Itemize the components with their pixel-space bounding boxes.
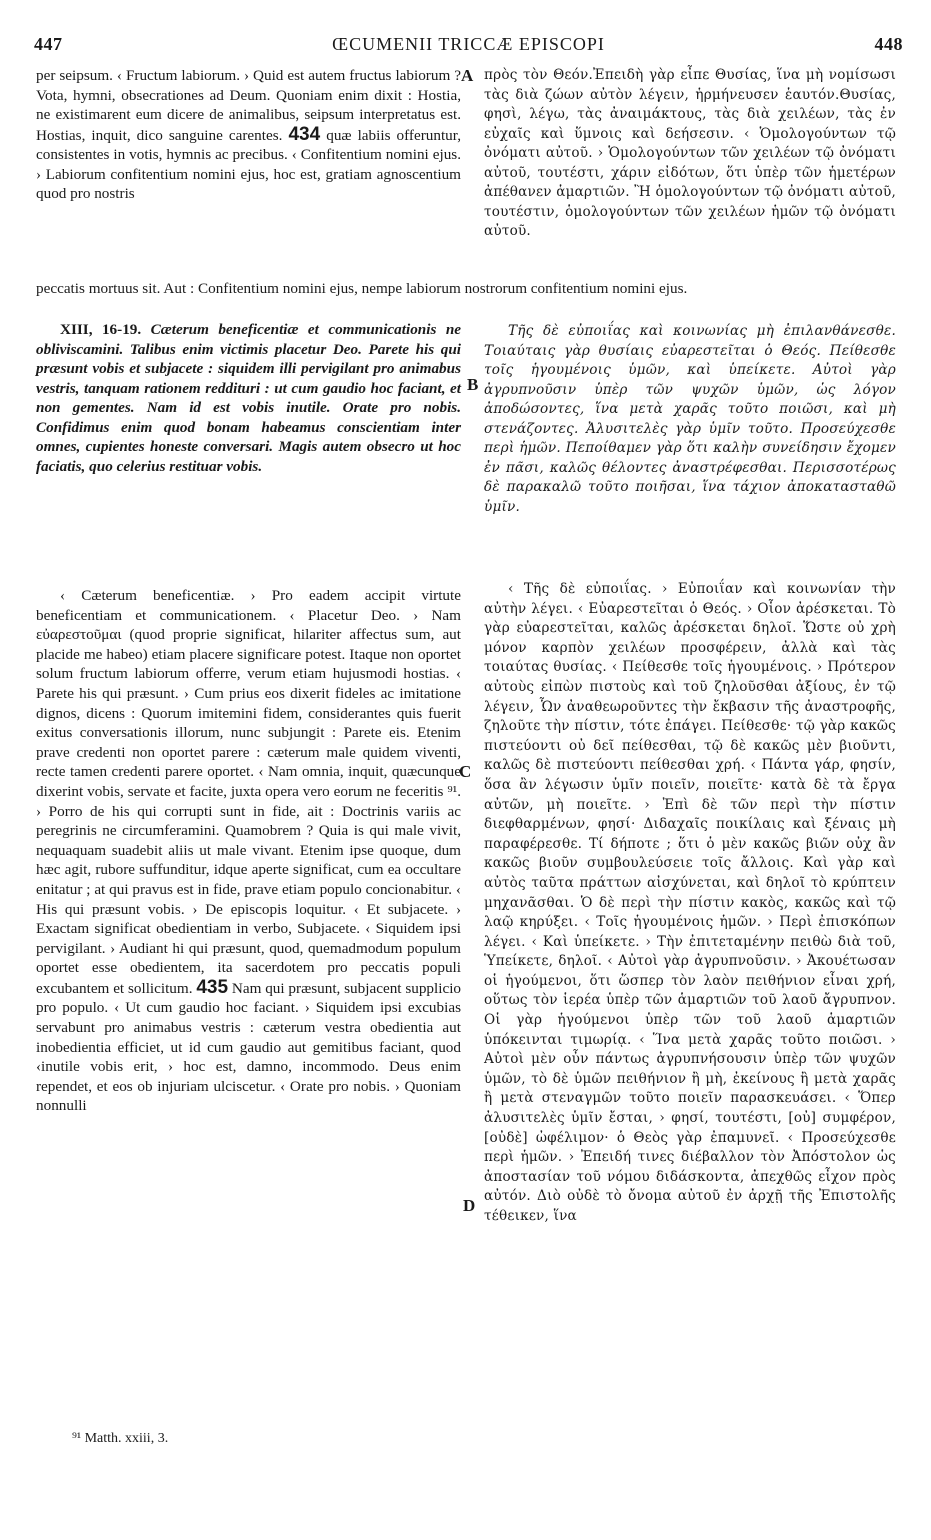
verse-reference: XIII, 16-19. [60,321,142,338]
section-marker-b: B [467,375,479,394]
commentary-right [484,580,896,1227]
latin-text: per seipsum. ‹ Fructum labiorum. › Quid est autem fructus labiorum ? Vota, hymni, obsecrationes ad Deum. Quoniam enim dixit : Hostia, ne existimarent eum dicere de animalibus, seipsum interpretatus est. Hostias, inquit, dico sanguine carentes. [36,67,461,144]
column-number: 434 [288,123,321,145]
lemma-latin: Cæterum beneficentiæ et communicationis ne obliviscamini. Talibus enim victimis placetur Deo. Parete his qui præsunt vobis et subjacete : siquidem illi pervigilant pro animabus vestris, tanquam rationem reddituri : ut cum gaudio hoc faciant, et non gementes. Nam id est vobis inutile. Orate pro nobis. Confidimus enim quod bonam habeamus conscientiam inter omnes, cupientes honeste conversari. Magis autem obsecro ut hoc faciatis, quo celerius restituar vobis. [36,321,462,475]
commentary-left [36,586,461,1116]
running-title: ŒCUMENII TRICCÆ EPISCOPI [332,34,605,54]
greek-text: πρὸς τὸν Θεόν.Ἐπειδὴ γὰρ εἶπε Θυσίας, ἵνα μὴ νομίσωσι τὰς διὰ ζώων αὐτὸν λέγειν, ἡρμήνευσεν ἑαυτόν.Θυσίας, φησὶ, λέγω, τὰς ἀναιμάκτους, τὰς διὰ χειλέων, τὰς ἐν εὐχαῖς καὶ ὕμνοις καὶ δεήσεσιν. ‹ Ὁμολογούντων τῷ ὀνόματι αὐτοῦ. › Ὁμολογούντων τῶν χειλέων τῷ ὀνόματι αὐτοῦ, τουτέστι, χάριν εἰδότων, ὅτι ὑπὲρ τῶν ἡμετέρων ἀπέθανεν ἁμαρτιῶν. Ἢ ὁμολογούντων τῷ ὀνόματι αὐτοῦ, τουτέστιν, ὁμολογούντων τῶν χειλέων ἡμῶν τῷ ὀνόματι αὐτοῦ. [484,67,896,239]
section-marker-a: A [461,66,474,85]
spanning-text [36,279,896,299]
footnote: ⁹¹ Matth. xxiii, 3. [72,1431,169,1446]
page-header [34,34,903,60]
commentary-latin-cont: Nam qui præsunt, subjacent supplicio pro populo. ‹ Ut cum gaudio hoc faciant. › Siquidem ipsi excubias servabunt pro animabus vestris : cæterum vestra obedientia aut inobedientia efficiet, ut id cum gaudio aut gemitibus faciant, quod ‹inutile vobis erit, › hoc est, damno, incommodo. Deus enim rependet, et eos ob injuriam ulciscetur. ‹ Orate pro nobis. › Quoniam nonnulli [36,979,462,1115]
lemma-greek: Τῆς δὲ εὐποιΐας καὶ κοινωνίας μὴ ἐπιλανθάνεσθε. Τοιαύταις γὰρ θυσίαις εὐαρεστεῖται ὁ Θεός. Πείθεσθε τοῖς ἡγουμένοις ὑμῶν, καὶ ὑπείκετε. Αὐτοὶ γὰρ ἀγρυπνοῦσιν ὑπὲρ τῶν ψυχῶν ὑμῶν, ὡς λόγον ἀποδώσοντες, ἵνα μετὰ χαρᾶς τοῦτο ποιῶσι, καὶ μὴ στενάζοντες. Ἀλυσιτελὲς γὰρ ὑμῖν τοῦτο. Προσεύχεσθε περὶ ἡμῶν. Πεποίθαμεν γὰρ ὅτι καλὴν συνείδησιν ἔχομεν ἐν πᾶσι, καλῶς θέλοντες ἀναστρέφεσθαι. Περισσοτέρως δὲ παρακαλῶ τοῦτο ποιῆσαι, ἵνα τάχιον ἀποκατασταθῶ ὑμῖν. [484,323,896,515]
top-left-column [36,66,461,204]
column-number-2: 435 [196,976,229,998]
page-number-right: 448 [874,34,903,54]
section-marker-c: C [459,762,472,781]
commentary-latin: ‹ Cæterum beneficentiæ. › Pro eadem accipit virtute beneficentiam et communicationem. ‹ Placetur Deo. › Nam εὐαρεστοῦμαι (quod proprie significat, hilariter affectus sum, aut placide me habeo) etiam placere significare potest. Itaque non oportet solum fructum labiorum offerre, verum etiam hujusmodi hostias. ‹ Parete his qui præsunt. › Cum prius eos dixerit fideles ac imitatione dignos, dicens : Quorum imitemini fidem, considerantes quis fuerit exitus conversationis illorum, nunc subjungit : Parete eis. Etenim prave credenti non oportet parere : cæterum male quidem viventi, recte tamen credenti parere oportet. ‹ Nam omnia, inquit, quæcunque dixerint vobis, servate et facite, juxta opera vero eorum ne feceritis ⁹¹. › Porro de his qui corrupti sunt in fide, ait : Doctrinis variis ac peregrinis ne circumferamini. Quamobrem ? Quia is qui male vivit, nequaquam suadebit aliis ut male vivant. Etenim ipse quoque, dum hæc agit, rubore suffunditur, idque aperte significat, cum ea occultare enitatur ; at qui pravus est in fide, prave etiam populo concionabitur. ‹ His qui præsunt vobis. › De episcopis loquitur. ‹ Et subjacete. › Exactam significat obedientiam in verbo, Subjacete. ‹ Siquidem ipsi pervigilant. › Audiant hi qui præsunt, quod, quemadmodum populum oportet esse obedientem, ita sacerdotem pro peccatis populi excubantem et sollicitum. [36,587,461,997]
lemma-left [36,320,461,476]
section-marker-d: D [463,1196,476,1215]
latin-text-cont: quæ labiis offeruntur, consistentes in votis, hymnis ac precibus. ‹ Confitentium nomini ejus. › Labiorum confitentium nomini ejus, hoc est, gratiam agnoscentium quod pro nostris [36,126,462,202]
page-number-left: 447 [34,34,63,54]
top-right-column [484,66,896,242]
lemma-right [484,322,896,517]
commentary-greek: ‹ Τῆς δὲ εὐποιΐας. › Εὐποιΐαν καὶ κοινωνίαν τὴν αὐτὴν λέγει. ‹ Εὐαρεστεῖται ὁ Θεός. › Οἷον ἀρέσκεται. Τὸ γὰρ εὐαρεστεῖται, καλῶς ἀρέσκεται δηλοῖ. Ὥστε οὐ χρὴ μόνον καρπὸν χειλέων προσφέρειν, ἀλλὰ καὶ τὰς τοιαύτας θυσίας. ‹ Πείθεσθε τοῖς ἡγουμένοις. › Πρότερον αὐτοὺς εἰπὼν πιστοὺς καὶ τοῦ ζηλοῦσθαι ἀξίους, ἐν τῷ λέγειν, Ὧν ἀναθεωροῦντες τὴν ἔκβασιν τῆς ἀναστροφῆς, ζηλοῦτε τὴν πίστιν, τότε ἐπάγει. Πείθεσθε· τῷ γὰρ κακῶς πιστεύοντι οὐ δεῖ πείθεσθαι, τῷ δὲ κακῶς μὲν βιοῦντι, καλῶς δὲ πιστεύοντι πείθεσθαι χρή. ‹ Πάντα γάρ, φησίν, ὅσα ἂν λέγωσιν ὑμῖν ποιεῖν, ποιεῖτε· κατὰ δὲ τὰ ἔργα αὐτῶν, μὴ ποιεῖτε. › Ἐπὶ δὲ τῶν περὶ τὴν πίστιν διεφθαρμένων, φησί· Διδαχαῖς ποικίλαις καὶ ξέναις μὴ παραφέρεσθε. Τί δήποτε ; ὅτι ὁ μὲν κακῶς βιῶν οὐχ ἂν κακῶς βιοῦν συμβουλεύσειε τοῖς ἄλλοις. Καὶ γὰρ καὶ αὐτὸς ταῦτα πράττων αἰσχύνεται, καὶ δηλοῖ τὸ κρύπτειν μηχανᾶσθαι. Ὁ δὲ περὶ τὴν πίστιν κακὸς, κακῶς καὶ τῷ λαῷ κηρύξει. ‹ Τοῖς ἡγουμένοις ἡμῶν. › Περὶ ἐπισκόπων λέγει. ‹ Καὶ ὑπείκετε. › Τὴν ἐπιτεταμένην πειθὼ διὰ τοῦ, Ὑπείκετε, δηλοῖ. ‹ Αὐτοὶ γὰρ ἀγρυπνοῦσιν. › Ἀκουέτωσαν οἱ ἡγούμενοι, ὅτι ὥσπερ τὸν λαὸν πειθήνιον εἶναι χρή, οὕτως τὸν ἱερέα ὑπὲρ τῶν ἁμαρτιῶν τοῦ λαοῦ ἄγρυπνον. Οἱ γὰρ ἡγούμενοι ὑπὲρ τῶν τοῦ λαοῦ ἁμαρτιῶν ὑπόκεινται τιμωρίᾳ. ‹ Ἵνα μετὰ χαρᾶς τοῦτο ποιῶσι. › Αὐτοὶ μὲν οὖν πάντως ἀγρυπνήσουσιν ὑπὲρ τῶν ψυχῶν ὑμῶν, τὸ δὲ ὑμῶν πειθήνιον ἢ μὴ, ἐκείνους ἢ μετὰ χαρᾶς ἢ μετὰ στεναγμῶν τοῦτο ποιεῖν παρασκευάσει. ‹ Ὅπερ ἀλυσιτελὲς ὑμῖν ἔσται, › φησί, τουτέστι, [οὐ] συμφέρον, [οὐδὲ] ὠφέλιμον· ὁ Θεὸς γὰρ ἐπαμυνεῖ. ‹ Προσεύχεσθε περὶ ἡμῶν. › Ἐπειδή τινες διέβαλλον τὸν Ἀπόστολον ὡς ἀποστασίαν τοῦ νόμου διδάσκοντα, ἀπεχθῶς εἶχον πρὸς αὐτόν. Διὸ οὐδὲ τὸ ὄνομα αὐτοῦ ἐν ἀρχῇ τῆς Ἐπιστολῆς τέθεικεν, ἵνα [484,581,896,1224]
latin-spanning: peccatis mortuus sit. Aut : Confitentium nomini ejus, nempe labiorum nostrorum confitentium nomini ejus. [36,280,688,297]
